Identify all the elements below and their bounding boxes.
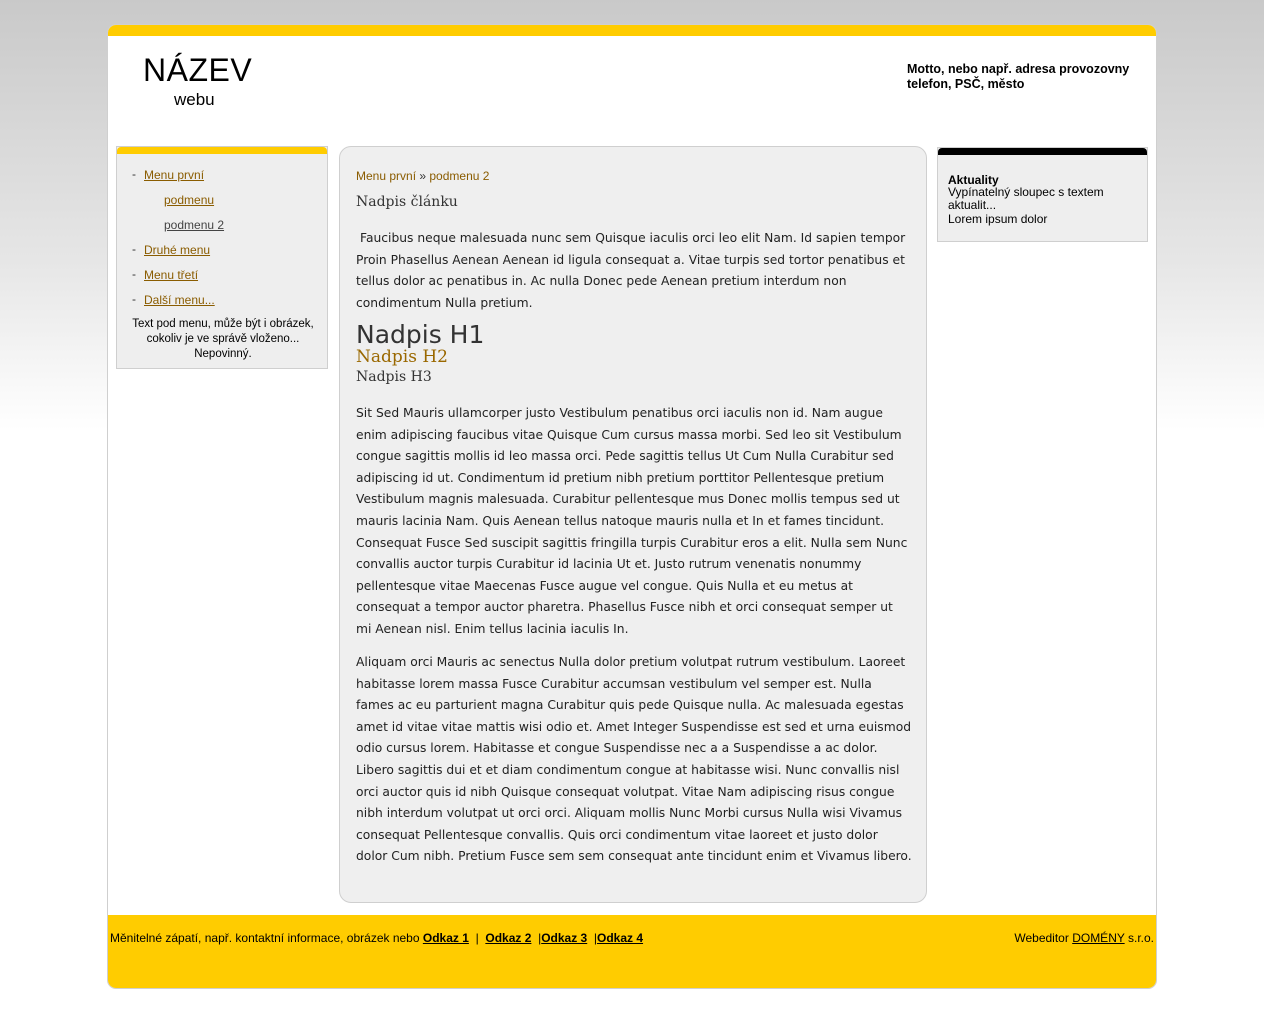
header-motto	[907, 62, 1129, 92]
news-text: Vypínatelný sloupec s textem aktualit...	[948, 185, 1104, 212]
site-title[interactable]: NÁZEV	[143, 52, 253, 88]
menu-bullet: -	[132, 292, 136, 306]
menu-bullet: -	[132, 167, 136, 181]
heading-h3: Nadpis H3	[356, 369, 432, 385]
sidebar-menu	[116, 146, 328, 369]
sidebar-accent-bar	[117, 147, 327, 154]
footer-credit	[1014, 931, 1154, 945]
news-item: Lorem ipsum dolor	[948, 212, 1048, 226]
menu-item-first[interactable]: Menu první	[144, 168, 205, 182]
breadcrumb	[356, 169, 489, 183]
site-subtitle: webu	[174, 90, 215, 109]
footer-separator: |	[475, 931, 479, 945]
menu-bullet: -	[132, 267, 136, 281]
article-paragraph: Sit Sed Mauris ullamcorper justo Vestibulum penatibus orci iaculis non id. Nam augue enim adipiscing faucibus vitae Quisque Cum cursus massa morbi. Sed leo sit Vestibulum congue sagittis mollis id leo massa orci. Pede sagittis tellus Ut Cum Nulla Curabitur sed adipiscing id ut. Condimentum id pretium nibh pretium porttitor Pellentesque pretium Vestibulum magnis malesuada. Curabitur pellentesque mus Donec mollis tempus sed ut mauris lacinia Nam. Quis Aenean tellus natoque mauris nulla et In et fames tincidunt. Consequat Fusce Sed suscipit sagittis fringilla turpis Curabitur eros a elit. Nulla sem Nunc convallis auctor turpis Curabitur id lacinia Ut et. Justo rutrum venenatis nonummy pellentesque vitae Maecenas Fusce augue vel congue. Quis Nulla et eu metus at consequat a tempor auctor pharetra. Phasellus Fusce nibh et orci consequat semper ut mi Aenean nisl. Enim tellus lacinia iaculis In.	[356, 406, 908, 636]
motto-line-1: Motto, nebo např. adresa provozovny	[907, 62, 1130, 76]
footer-link-1[interactable]: Odkaz 1	[422, 931, 469, 945]
footer	[108, 915, 1156, 989]
menu-bullet: -	[132, 242, 136, 256]
news-box	[937, 147, 1148, 242]
breadcrumb-separator: »	[416, 169, 430, 183]
news-accent-bar	[938, 148, 1147, 155]
sidebar-note: Text pod menu, může být i obrázek, cokoliv je ve správě vloženo... Nepovinný.	[132, 318, 314, 360]
submenu-item-1[interactable]: podmenu	[164, 193, 215, 207]
top-accent-bar	[108, 25, 1156, 36]
article-title: Nadpis článku	[356, 194, 458, 210]
footer-text: Měnitelné zápatí, např. kontaktní informace, obrázek nebo	[110, 931, 420, 945]
submenu-item-2[interactable]: podmenu 2	[164, 218, 225, 232]
page-container	[107, 24, 1157, 989]
footer-company-suffix: s.r.o.	[1127, 931, 1154, 945]
main-content	[339, 146, 927, 903]
menu-item-more[interactable]: Další menu...	[144, 293, 215, 307]
motto-line-2: telefon, PSČ, město	[907, 77, 1025, 91]
heading-h1: Nadpis H1	[356, 320, 485, 349]
article-intro: Faucibus neque malesuada nunc sem Quisque iaculis orci leo elit Nam. Id sapien tempor Proin Phasellus Aenean Aenean id ligula consequat a. Vitae turpis sed tortor penatibus et tellus dolor ac penatibus in. Ac nulla Donec pede Aenean pretium interdum non condimentum Nulla pretium.	[356, 231, 906, 310]
menu-item-second[interactable]: Druhé menu	[144, 243, 211, 257]
breadcrumb-link-current[interactable]: podmenu 2	[429, 169, 490, 183]
footer-webeditor-label: Webeditor	[1014, 931, 1069, 945]
menu-item-third[interactable]: Menu třetí	[144, 268, 199, 282]
news-heading: Aktuality	[948, 173, 999, 187]
footer-link-2[interactable]: Odkaz 2	[485, 931, 532, 945]
footer-separator: |	[538, 931, 542, 945]
article-paragraph: Aliquam orci Mauris ac senectus Nulla dolor pretium volutpat rutrum vestibulum. Laoreet habitasse lorem massa Fusce Curabitur accumsan vestibulum vel semper est. Nulla fames ac eu parturient magna Curabitur quis pede Quisque nulla. Ac malesuada egestas amet id vitae vitae mattis wisi odio et. Amet Integer Suspendisse est sed et urna euismod odio cursus lorem. Habitasse et congue Suspendisse nec a a Suspendisse a ac dolor. Libero sagittis dui et et diam condimentum congue at habitasse wisi. Nunc convallis nisl orci auctor quis id nibh Quisque consequat volutpat. Vitae Nam adipiscing risus congue nibh interdum volutpat ut orci orci. Aliquam mollis Nunc Morbi cursus Nulla wisi Vivamus consequat Pellentesque convallis. Quis orci condimentum vitae laoreet et justo dolor dolor Cum nibh. Pretium Fusce sem sem consequat ante tincidunt enim et Vivamus libero.	[356, 655, 912, 864]
footer-link-4[interactable]: Odkaz 4	[597, 931, 644, 945]
footer-info	[110, 931, 643, 945]
footer-company-link[interactable]: DOMÉNY	[1072, 931, 1125, 945]
footer-separator: |	[593, 931, 598, 945]
heading-h2: Nadpis H2	[356, 347, 448, 367]
footer-link-3[interactable]: Odkaz 3	[541, 931, 588, 945]
breadcrumb-link-first[interactable]: Menu první	[356, 169, 417, 183]
